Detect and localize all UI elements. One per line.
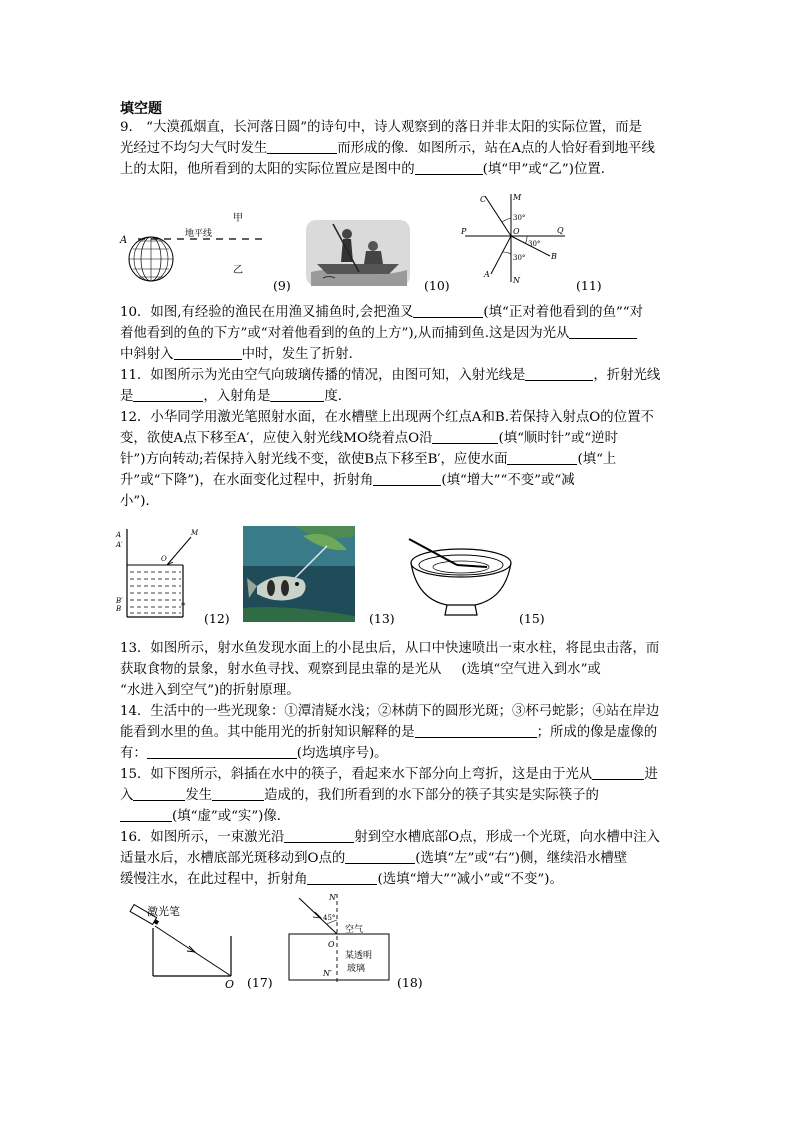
q12-line-1: 12．小华同学用激光笔照射水面，在水槽壁上出现两个红点A和B.若保持入射点O的位置不	[120, 410, 654, 425]
q12-line-3	[120, 450, 616, 470]
q16-line-2	[120, 849, 627, 869]
q13-line-1: 13．如图所示，射水鱼发现水面上的小昆虫后，从口中快速喷出一束水柱，将昆虫击落，而	[120, 641, 660, 656]
q12-text: 变，欲使A点下移至A′，应使入射光线MO绕着点O沿	[120, 431, 433, 446]
q9-line-1: 9. “大漠孤烟直，长河落日圆”的诗句中，诗人观察到的落日并非太阳的实际位置，而是	[120, 120, 642, 135]
q10-text: (填“正对着他看到的鱼”“对	[483, 305, 644, 320]
q15-blank-4[interactable]	[120, 807, 172, 822]
q16-blank-2[interactable]	[345, 849, 415, 864]
fig11-label-m: M	[513, 193, 522, 202]
figure-18-glass-refraction	[285, 890, 397, 990]
q16-text: (选填“左”或“右”)侧，继续沿水槽壁	[415, 851, 628, 866]
q9-line-3	[120, 160, 614, 180]
fig9-caption: (9)	[273, 278, 291, 293]
q12-text: (填“顺时针”或“逆时	[498, 431, 618, 446]
q9-blank-1[interactable]	[267, 139, 337, 154]
q9-text: 上的太阳，他所看到的太阳的实际位置应是图中的	[120, 162, 415, 177]
q9-text: 光经过不均匀大气时发生	[120, 141, 268, 156]
q10-blank-2[interactable]	[569, 324, 637, 339]
fig9-horizon-label: 地平线	[185, 229, 213, 239]
fig9-yi-label: 乙	[233, 265, 243, 276]
fig13-caption: (13)	[369, 611, 395, 626]
fig11-angle-2: 30°	[528, 240, 541, 248]
fig11-angle-1: 30°	[513, 214, 526, 222]
q14-line-1: 14．生活中的一些光现象：①潭清疑水浅；②林荫下的圆形光斑；③杯弓蛇影；④站在岸边	[120, 704, 660, 719]
q15-text: 15．如下图所示，斜插在水中的筷子，看起来水下部分向上弯折，这是由于光从	[120, 767, 593, 782]
q13-line-3: “水进入到空气”)的折射原理。	[120, 683, 300, 698]
fig17-label-o: O	[225, 978, 235, 990]
q16-text: 适量水后，水槽底部光斑移动到O点的	[120, 851, 346, 866]
fig18-glass-label-1: 某透明	[345, 951, 373, 961]
q16-line-1	[120, 828, 660, 848]
q11-line-1	[120, 366, 660, 386]
q12-line-2	[120, 429, 618, 449]
q12-blank-2[interactable]	[507, 450, 577, 465]
q16-text: (选填“增大”“减小”或“不变”)。	[377, 872, 563, 887]
fig11-label-o: O	[513, 227, 520, 236]
q12-text: 针”)方向转动;若保持入射光线不变，欲使B点下移至B′，应使水面	[120, 452, 508, 467]
q10-line-1	[120, 303, 643, 323]
q16-text: 缓慢注水，在此过程中，折射角	[120, 872, 308, 887]
fig18-glass-label-2: 玻璃	[347, 964, 366, 974]
q15-line-3	[120, 807, 290, 827]
q15-blank-2[interactable]	[133, 786, 185, 801]
q12-line-5: 小”)．	[120, 494, 159, 509]
q14-text: 能看到水里的鱼。其中能用光的折射知识解释的是	[120, 725, 415, 740]
fig15-caption: (15)	[519, 611, 545, 626]
fig18-label-o: O	[328, 940, 335, 949]
q9-line-2	[120, 139, 655, 159]
q15-blank-1[interactable]	[592, 765, 644, 780]
q13-text: 获取食物的景象，射水鱼寻找、观察到昆虫靠的是光从	[120, 662, 442, 677]
fig12-label-o: O	[161, 555, 167, 563]
figure-11-refraction-diagram	[455, 190, 575, 290]
fig12-label-a: A	[116, 531, 122, 539]
q11-blank-3[interactable]	[270, 387, 324, 402]
q14-line-3	[120, 744, 388, 764]
q15-line-2	[120, 786, 599, 806]
q10-line-3	[120, 345, 362, 365]
q10-blank-1[interactable]	[413, 303, 483, 318]
fig9-label-a: A	[120, 235, 128, 246]
q15-text: 入	[120, 788, 134, 803]
fig18-label-n: N	[329, 893, 336, 902]
fig11-label-q: Q	[557, 226, 564, 235]
q12-text: 升”或“下降”)，在水面变化过程中，折射角	[120, 473, 374, 488]
q11-blank-1[interactable]	[525, 366, 593, 381]
fig18-label-n-prime: N′	[323, 969, 332, 978]
q14-blank-1[interactable]	[415, 723, 537, 738]
q9-blank-2[interactable]	[415, 160, 483, 175]
figure-12-water-tank	[115, 525, 203, 623]
fig10-caption: (10)	[424, 278, 450, 293]
fig12-label-m: M	[191, 529, 199, 537]
q10-text: 着他看到的鱼的下方”或“对着他看到的鱼的上方”),从而捕到鱼.这是因为光从	[120, 326, 570, 341]
q16-text: 射到空水槽底部O点，形成一个光斑，向水槽中注入	[354, 830, 660, 845]
q16-line-3	[120, 870, 563, 890]
fig12-label-a-prime: A′	[116, 541, 123, 549]
figure-15-bowl-chopsticks	[405, 535, 515, 621]
fig18-angle-label: 45°	[323, 914, 336, 922]
q16-blank-3[interactable]	[307, 870, 377, 885]
figure-17-laser-tank	[125, 900, 245, 990]
figure-13-archer-fish-photo	[243, 526, 355, 622]
q11-blank-2[interactable]	[133, 387, 203, 402]
q15-blank-3[interactable]	[212, 786, 264, 801]
fig11-label-p: P	[461, 227, 467, 236]
q11-text: 度．	[324, 389, 352, 404]
q15-text: 造成的，我们所看到的水下部分的筷子其实是实际筷子的	[264, 788, 599, 803]
q15-text: 进	[644, 767, 658, 782]
q14-text: 有：	[120, 746, 147, 761]
q12-text: (填“上	[577, 452, 617, 467]
figure-10-fisherman-boat	[303, 212, 413, 290]
q11-text: ，折射光线	[593, 368, 661, 383]
fig11-caption: (11)	[576, 278, 602, 293]
fig9-jia-label: 甲	[233, 213, 243, 224]
q14-text: ；所成的像是虚像的	[536, 725, 658, 740]
q12-line-4	[120, 471, 575, 491]
q13-line-2	[120, 660, 601, 680]
q16-text: 16．如图所示，一束激光沿	[120, 830, 285, 845]
q14-text: (均选填序号)。	[296, 746, 388, 761]
q11-text: 是	[120, 389, 134, 404]
fig11-angle-3: 30°	[513, 254, 526, 262]
fig12-caption: (12)	[204, 611, 230, 626]
figure-9-sun-horizon	[118, 205, 268, 287]
q15-text: 发生	[185, 788, 213, 803]
fig18-air-label: 空气	[345, 925, 364, 935]
q12-blank-1[interactable]	[432, 429, 498, 444]
q10-text: 中时，发生了折射．	[241, 347, 363, 362]
fig18-caption: (18)	[397, 975, 423, 990]
fig11-label-n: N	[513, 276, 520, 285]
q10-line-2	[120, 324, 637, 344]
fig12-label-b: B	[116, 605, 122, 613]
q10-text: 中斜射入	[120, 347, 174, 362]
q9-text: 而形成的像．如图所示，站在A点的人恰好看到地平线	[337, 141, 655, 156]
fig12-star-mark: *	[181, 602, 186, 612]
fig12-label-b-prime: B′	[116, 597, 123, 605]
fig11-label-c: C	[480, 195, 487, 204]
q14-blank-2[interactable]	[147, 744, 297, 759]
q14-line-2	[120, 723, 657, 743]
q15-text: (填“虚”或“实”)像．	[172, 809, 291, 824]
q10-text: 10．如图,有经验的渔民在用渔叉捕鱼时,会把渔叉	[120, 305, 414, 320]
q11-text: 11．如图所示为光由空气向玻璃传播的情况，由图可知，入射光线是	[120, 368, 526, 383]
fig11-label-b: B	[551, 252, 557, 261]
section-heading: 填空题	[120, 101, 162, 117]
q13-text: (选填“空气进入到水”或	[461, 662, 601, 677]
q11-line-2	[120, 387, 351, 407]
q10-blank-3[interactable]	[174, 345, 242, 360]
fig17-caption: (17)	[247, 975, 273, 990]
q11-text: ，入射角是	[203, 389, 271, 404]
q12-text: (填“增大”“不变”或“减	[441, 473, 575, 488]
fig17-pen-label: 激光笔	[147, 905, 180, 918]
q9-text: (填“甲”或“乙”)位置．	[482, 162, 615, 177]
q16-blank-1[interactable]	[284, 828, 354, 843]
q15-line-1	[120, 765, 658, 785]
q12-blank-3[interactable]	[373, 471, 441, 486]
fig11-label-a: A	[484, 270, 490, 279]
